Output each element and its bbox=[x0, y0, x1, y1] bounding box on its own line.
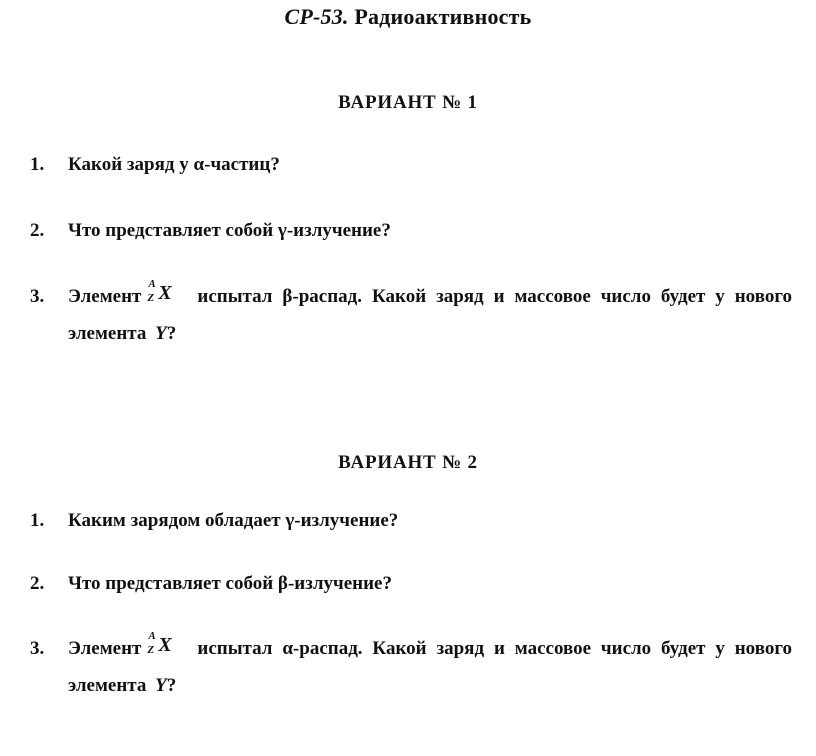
worksheet-title bbox=[0, 4, 816, 30]
nuclide-mass-number: A bbox=[148, 278, 156, 290]
question-number: 2. bbox=[30, 573, 45, 594]
variant-2-question-3 bbox=[30, 630, 792, 704]
nuclide-charge-number: Z bbox=[147, 644, 155, 656]
variant-2-question-1 bbox=[30, 502, 792, 539]
question-text bbox=[68, 278, 792, 352]
new-element-symbol: Y bbox=[155, 323, 167, 344]
nuclide-notation bbox=[147, 278, 189, 306]
variant-1-question-2 bbox=[30, 212, 792, 249]
question-number: 2. bbox=[30, 220, 45, 241]
question-end: ? bbox=[166, 675, 177, 696]
nuclide-symbol: X bbox=[158, 634, 172, 656]
question-number: 1. bbox=[30, 510, 45, 531]
question-text-start: Элемент bbox=[68, 638, 142, 659]
variant-1-heading: ВАРИАНТ № 1 bbox=[338, 92, 478, 113]
variant-2-question-2 bbox=[30, 565, 792, 602]
question-text bbox=[68, 630, 792, 704]
question-text-start: Элемент bbox=[68, 286, 142, 307]
new-element-symbol: Y bbox=[155, 675, 167, 696]
worksheet-code: СР-53. bbox=[284, 4, 349, 29]
nuclide-notation bbox=[147, 630, 189, 658]
question-text: Какой заряд у α-частиц? bbox=[68, 154, 280, 175]
question-number: 3. bbox=[30, 638, 45, 659]
variant-1-question-1 bbox=[30, 146, 792, 183]
question-text: Каким зарядом обладает γ-излучение? bbox=[68, 510, 399, 531]
question-text: Что представляет собой γ-излучение? bbox=[68, 220, 391, 241]
variant-2-heading: ВАРИАНТ № 2 bbox=[338, 452, 478, 473]
question-number: 1. bbox=[30, 154, 45, 175]
question-text-rest: испытал α-распад. Какой заряд и массовое число будет у нового элемента bbox=[68, 638, 792, 696]
nuclide-mass-number: A bbox=[148, 630, 156, 642]
variant-1-question-3 bbox=[30, 278, 792, 352]
question-number: 3. bbox=[30, 286, 45, 307]
question-end: ? bbox=[166, 323, 177, 344]
question-text-rest: испытал β-распад. Какой заряд и массовое число будет у нового элемента bbox=[68, 286, 792, 344]
worksheet-topic: Радиоактивность bbox=[354, 4, 532, 29]
nuclide-symbol: X bbox=[158, 282, 172, 304]
question-text: Что представляет собой β-излучение? bbox=[68, 573, 392, 594]
nuclide-charge-number: Z bbox=[147, 292, 155, 304]
